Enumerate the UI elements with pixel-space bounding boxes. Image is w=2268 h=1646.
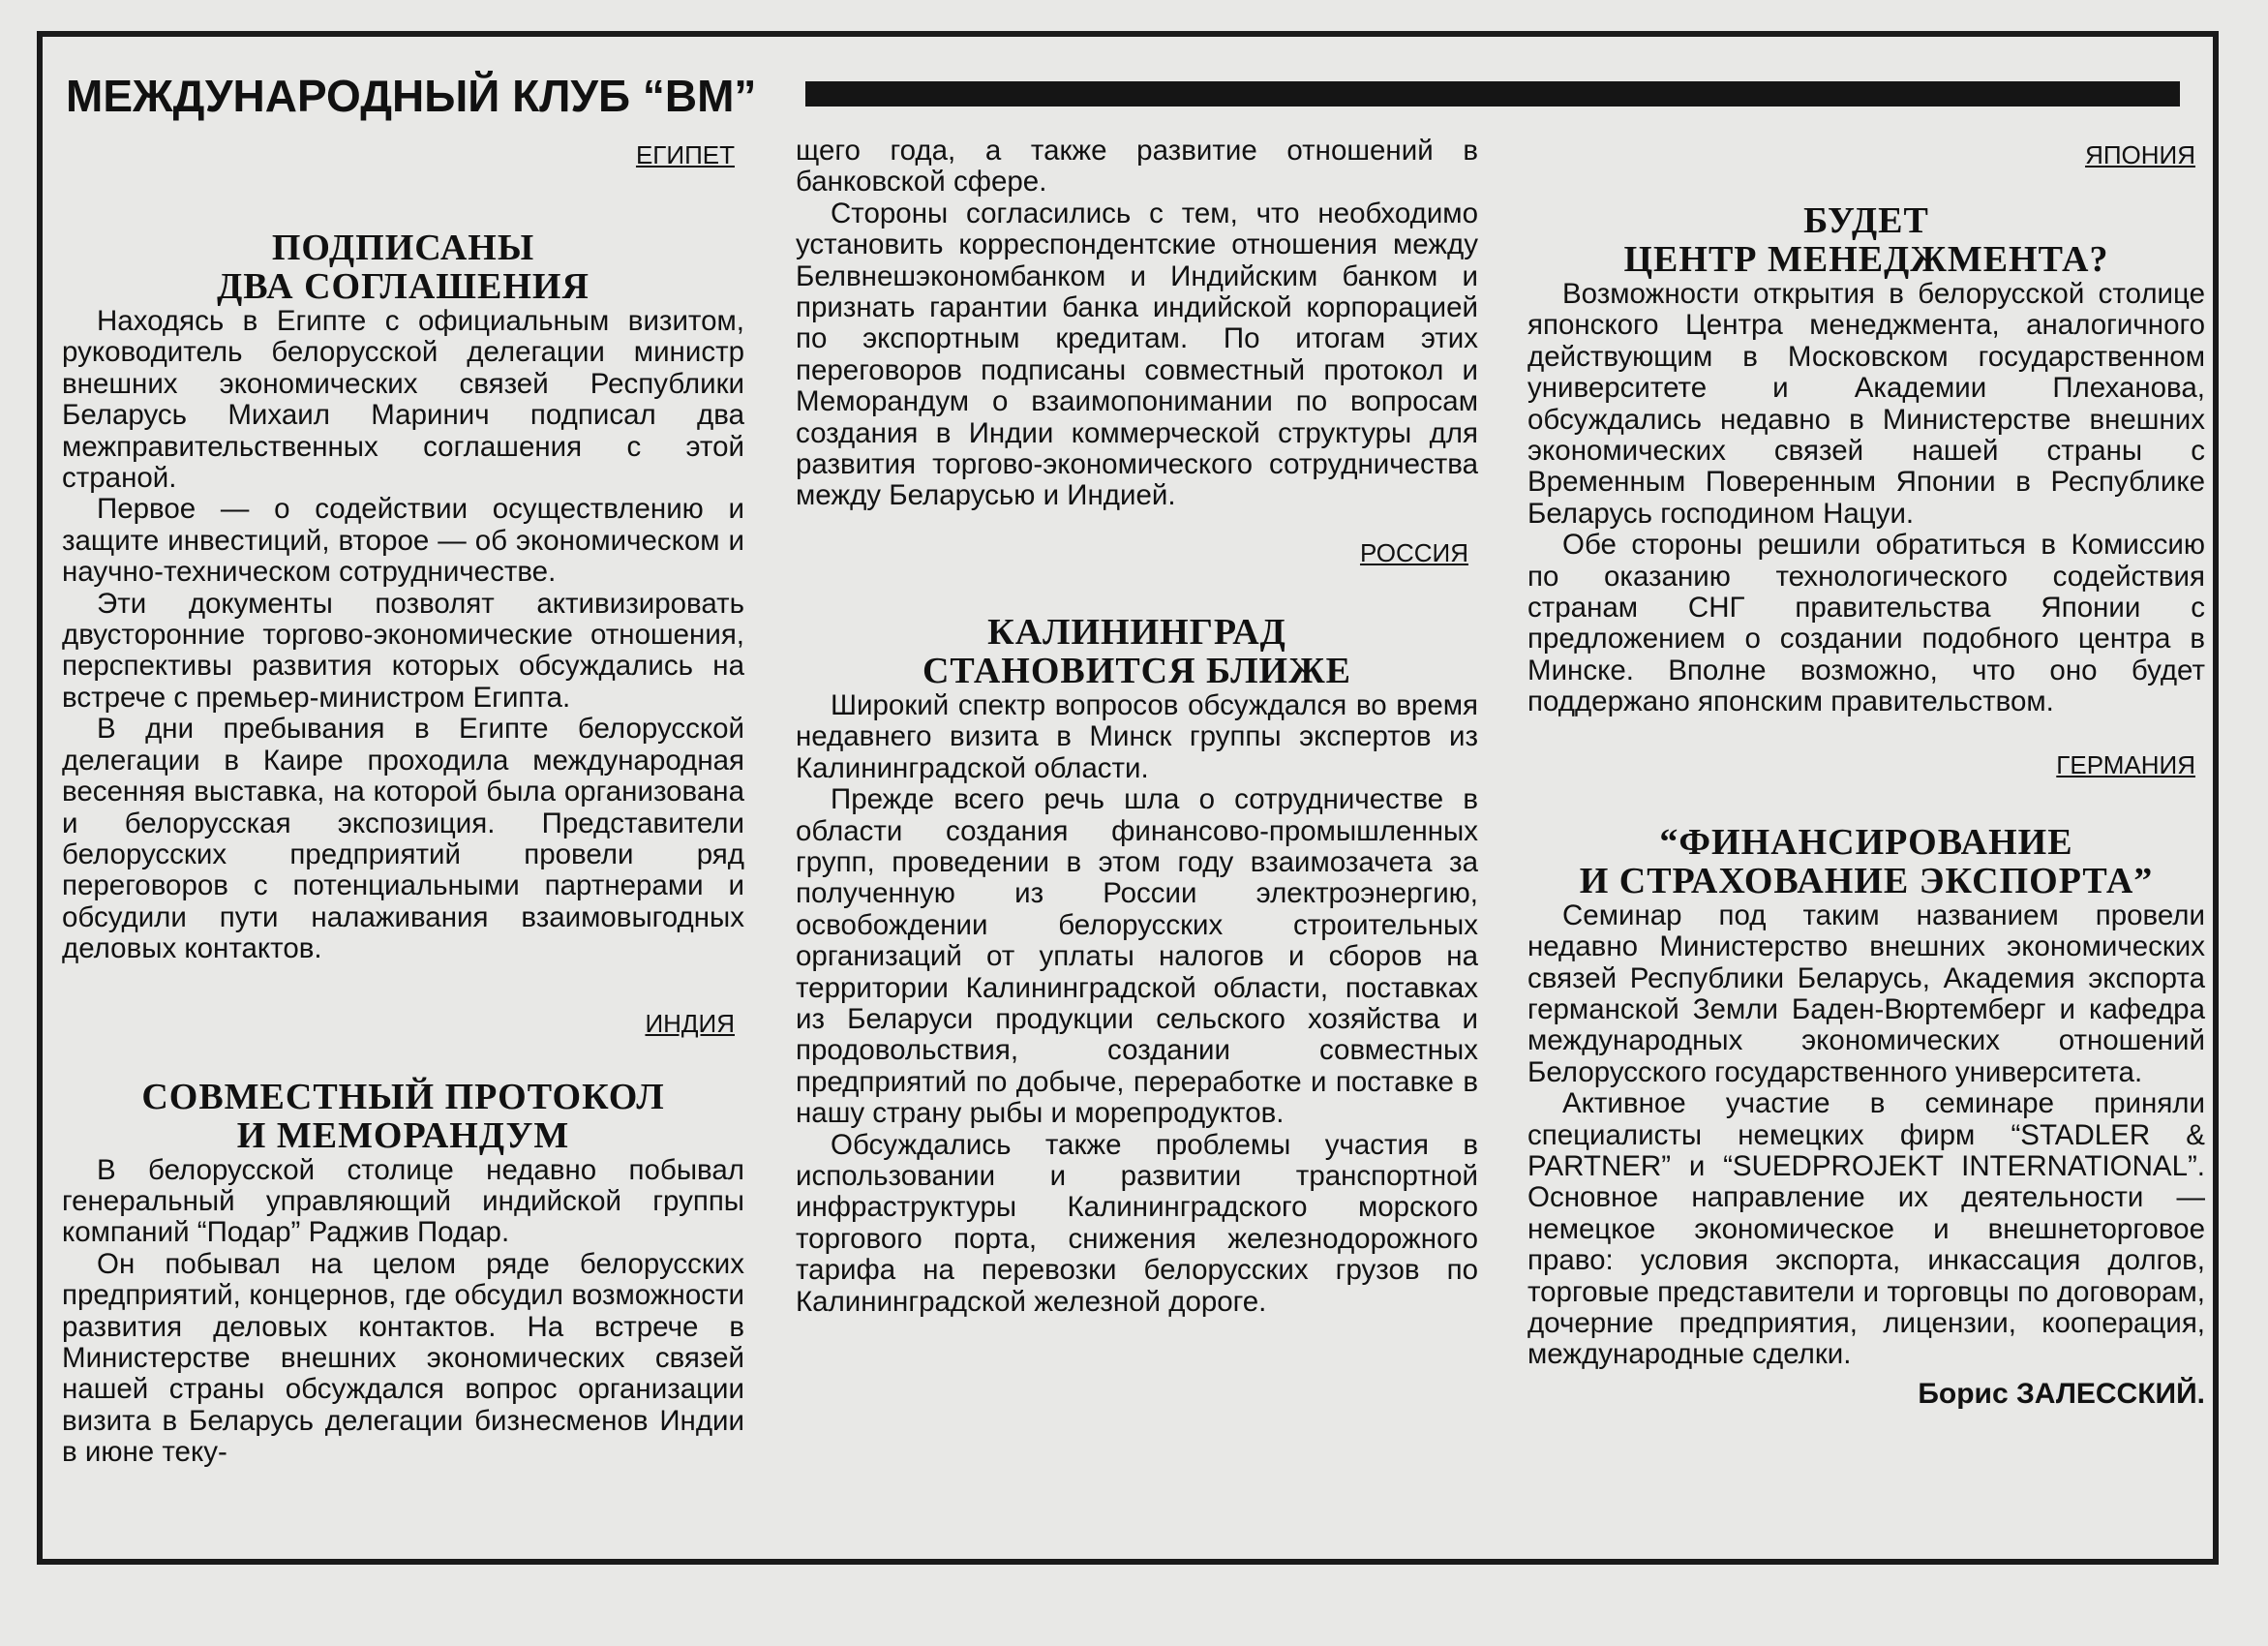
article-paragraph: Находясь в Египте с официальным визитом, руководитель белорусской делегации министр внешних экономических связей Республики Беларусь Михаил Маринич подписал два межправительственных соглашения с этой страной. bbox=[62, 305, 744, 495]
headline-line: И МЕМОРАНДУМ bbox=[236, 1114, 570, 1156]
article-paragraph: Активное участие в семинаре приняли специалисты немецких фирм “STADLER & PARTNER” и “SUEDPROJEKT INTERNATIONAL”. Основное направление их деятельности — немецкое экономическое и внешнеторговое право: условия экспорта, инкассация долгов, торговые представители и торговцы по договорам, дочерние предприятия, лицензии, кооперация, международные сделки. bbox=[1527, 1087, 2205, 1371]
headline-germany bbox=[1527, 823, 2205, 900]
headline-line: “ФИНАНСИРОВАНИЕ bbox=[1659, 821, 2073, 863]
article-paragraph: В дни пребывания в Египте белорусской делегации в Каире проходила международная весенняя выставка, на которой была организована и белорусская экспозиция. Представители белорусских предприятий провели ряд переговоров с потенциальными партнерами и обсудили пути налаживания взаимовыгодных деловых контактов. bbox=[62, 713, 744, 965]
article-paragraph: В белорусской столице недавно побывал генеральный управляющий индийской группы компаний “Подар” Раджив Подар. bbox=[62, 1153, 744, 1249]
headline-line: БУДЕТ bbox=[1803, 200, 1929, 241]
rubric-russia: РОССИЯ bbox=[1359, 537, 1468, 567]
column-3 bbox=[1527, 136, 2205, 1410]
headline-india bbox=[62, 1078, 744, 1155]
article-paragraph: Первое — о содействии осуществлению и защите инвестиций, второе — об экономическом и научно-техническом сотрудничестве. bbox=[62, 493, 744, 589]
headline-line: И СТРАХОВАНИЕ ЭКСПОРТА” bbox=[1579, 860, 2154, 901]
headline-egypt bbox=[62, 229, 744, 306]
headline-line: ЦЕНТР МЕНЕДЖМЕНТА? bbox=[1623, 239, 2109, 280]
column-1 bbox=[62, 136, 744, 1469]
headline-russia bbox=[796, 613, 1478, 690]
headline-line: СТАНОВИТСЯ БЛИЖЕ bbox=[922, 650, 1352, 691]
article-paragraph: Обе стороны решили обратиться в Комиссию по оказанию технологического содействия странам СНГ правительства Японии с предложением о создании подобного центра в Минске. Вполне возможно, что оно будет поддержано японским правительством. bbox=[1527, 529, 2205, 718]
masthead-title: МЕЖДУНАРОДНЫЙ КЛУБ “ВМ” bbox=[66, 71, 757, 121]
headline-line: СОВМЕСТНЫЙ ПРОТОКОЛ bbox=[141, 1076, 665, 1117]
headline-japan bbox=[1527, 201, 2205, 279]
article-paragraph: Широкий спектр вопросов обсуждался во время недавнего визита в Минск группы экспертов из Калининградской области. bbox=[796, 688, 1478, 784]
article-paragraph: Стороны согласились с тем, что необходимо установить корреспондентские отношения между Белвнешэкономбанком и Индийским банком и признать гарантии банка индийской корпорацией по экспортным кредитам. По итогам этих переговоров подписаны совместный протокол и Меморандум о взаимопонимании по вопросам создания в Индии коммерческой структуры для развития торгово-экономического сотрудничества между Беларусью и Индией. bbox=[796, 197, 1478, 512]
headline-line: ДВА СОГЛАШЕНИЯ bbox=[217, 266, 590, 307]
article-paragraph: Эти документы позволят активизировать двусторонние торгово-экономические отношения, перспективы развития которых обсуждались на встрече с премьер-министром Египта. bbox=[62, 587, 744, 714]
masthead-rule bbox=[805, 81, 2180, 107]
article-paragraph: Обсуждались также проблемы участия в использовании и развитии транспортной инфраструктуры Калининградского морского торгового порта, снижения железнодорожного тарифа на перевозки белорусских грузов по Калининградской железной дороге. bbox=[796, 1128, 1478, 1318]
headline-line: ПОДПИСАНЫ bbox=[271, 228, 535, 268]
rubric-india: ИНДИЯ bbox=[645, 1008, 735, 1038]
rubric-egypt: ЕГИПЕТ bbox=[635, 140, 735, 169]
rubric-germany: ГЕРМАНИЯ bbox=[2056, 749, 2195, 779]
article-paragraph: Прежде всего речь шла о сотрудничестве в области создания финансово-промышленных групп, проведении в этом году взаимозачета за полученную из России электроэнергию, освобождении белорусских строительных организаций от уплаты налогов и сборов на территории Калининградской области, поставках из Беларуси продукции сельского хозяйства и продовольствия, создании совместных предприятий по добыче, переработке и поставке в нашу страну рыбы и морепродуктов. bbox=[796, 783, 1478, 1130]
article-paragraph: Он побывал на целом ряде белорусских предприятий, концернов, где обсудил возможности развития деловых контактов. На встрече в Министерстве внешних экономических связей нашей страны обсуждался вопрос организации визита в Беларусь делегации бизнесменов Индии в июне теку- bbox=[62, 1247, 744, 1469]
article-paragraph: Семинар под таким названием провели недавно Министерство внешних экономических связей Республики Беларусь, Академия экспорта германской Земли Баден-Вюртемберг и кафедра международных экономических отношений Белорусского государственного университета. bbox=[1527, 899, 2205, 1088]
article-paragraph: щего года, а также развитие отношений в банковской сфере. bbox=[796, 135, 1478, 198]
column-2 bbox=[796, 136, 1478, 1318]
headline-line: КАЛИНИНГРАД bbox=[987, 611, 1286, 653]
article-paragraph: Возможности открытия в белорусской столице японского Центра менеджмента, аналогичного действующим в Московском государственном университете и Академии Плеханова, обсуждались недавно в Министерстве внешних экономических связей нашей страны с Временным Поверенным Японии в Республике Беларусь господином Нацуи. bbox=[1527, 278, 2205, 530]
rubric-japan: ЯПОНИЯ bbox=[2085, 140, 2195, 169]
author-signature: Борис ЗАЛЕССКИЙ. bbox=[1918, 1377, 2205, 1410]
